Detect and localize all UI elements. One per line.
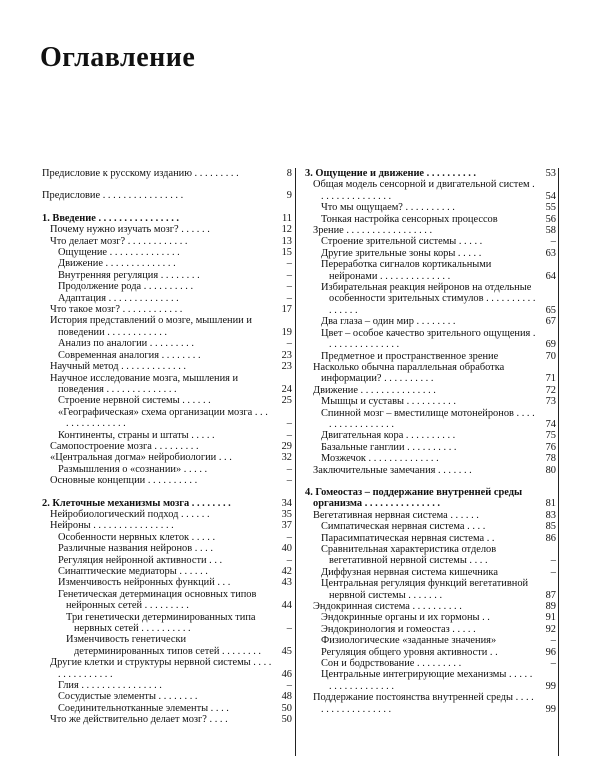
toc-entry-page: 96 xyxy=(545,646,556,658)
toc-entry-page: 48 xyxy=(281,691,292,703)
toc-entry-title: Насколько обычна параллельная обработка информации? . . . . . . . . . . xyxy=(313,361,505,385)
toc-entry-title: Что делает мозг? . . . . . . . . . . . . xyxy=(50,235,188,247)
toc-entry-page: 34 xyxy=(281,497,292,509)
toc-entry-page: 92 xyxy=(545,623,556,635)
toc-entry-title: «Географическая» схема организации мозга . . . . . . . . . . . . . . . xyxy=(58,406,268,430)
toc-entry-title: Адаптация . . . . . . . . . . . . . . xyxy=(58,292,179,304)
toc-entry xyxy=(42,589,292,612)
toc-entry xyxy=(305,521,556,532)
toc-entry-title: Что такое мозг? . . . . . . . . . . . . xyxy=(50,304,183,316)
toc-entry-title: Эндокринология и гомеостаз . . . . . xyxy=(321,623,476,635)
toc-entry-title: Другие зрительные зоны коры . . . . . xyxy=(321,247,482,259)
toc-entry-page: 80 xyxy=(545,464,556,476)
toc-entry xyxy=(42,168,292,179)
toc-entry-page: – xyxy=(286,554,292,566)
toc-entry xyxy=(305,179,556,202)
toc-entry-page: – xyxy=(550,555,556,567)
toc-entry xyxy=(305,282,556,316)
toc-entry xyxy=(305,533,556,544)
toc-entry xyxy=(42,430,292,441)
toc-entry-title: Сон и бодрствование . . . . . . . . . xyxy=(321,658,462,670)
toc-entry-page: 24 xyxy=(281,383,292,395)
toc-entry-title: Парасимпатическая нервная система . . xyxy=(321,532,495,544)
toc-entry xyxy=(305,362,556,385)
toc-entry xyxy=(42,407,292,430)
toc-gap xyxy=(42,179,292,190)
toc-entry xyxy=(305,351,556,362)
toc-entry-page: 13 xyxy=(281,235,292,247)
toc-entry-page: 50 xyxy=(281,702,292,714)
toc-entry-page: 91 xyxy=(545,612,556,624)
toc-entry xyxy=(42,304,292,315)
toc-entry-title: Базальные ганглии . . . . . . . . . . xyxy=(321,441,457,453)
toc-entry xyxy=(42,612,292,635)
toc-entry xyxy=(305,669,556,692)
toc-entry xyxy=(42,657,292,680)
toc-entry-page: 58 xyxy=(545,225,556,237)
toc-entry-title: Нейроны . . . . . . . . . . . . . . . . xyxy=(50,520,174,532)
toc-entry xyxy=(42,634,292,657)
toc-entry-page: 8 xyxy=(286,168,292,179)
toc-entry-page: 25 xyxy=(281,395,292,407)
toc-entry-title: Современная аналогия . . . . . . . . xyxy=(58,349,201,361)
toc-entry-title: Двигательная кора . . . . . . . . . . xyxy=(321,430,456,442)
toc-entry-title: История представлений о мозге, мышлении и поведении . . . . . . . . . . . . xyxy=(50,315,252,338)
toc-entry-page: 45 xyxy=(281,645,292,657)
toc-entry-title: Физиологические «заданные значения» xyxy=(321,635,497,647)
toc-entry-page: 78 xyxy=(545,453,556,465)
toc-entry-page: 99 xyxy=(545,703,556,715)
toc-entry-title: Нейробиологический подход . . . . . . xyxy=(50,508,210,520)
toc-entry-page: – xyxy=(286,531,292,543)
toc-entry-title: Диффузная нервная система кишечника xyxy=(321,566,498,578)
toc-entry xyxy=(305,259,556,282)
toc-entry xyxy=(305,442,556,453)
toc-entry-page: 54 xyxy=(545,190,556,202)
toc-entry-title: Общая модель сенсорной и двигательной систем . . . . . . . . . . . . . . . xyxy=(313,179,535,202)
toc-entry-title: Центральная регуляция функций вегетативной нервной системы . . . . . . . xyxy=(321,578,529,601)
toc-entry-title: Строение нервной системы . . . . . . xyxy=(58,395,211,407)
toc-entry-page: – xyxy=(286,418,292,430)
toc-entry xyxy=(305,316,556,327)
toc-entry xyxy=(305,430,556,441)
toc-entry-page: – xyxy=(550,635,556,647)
toc-entry xyxy=(42,680,292,691)
toc-entry xyxy=(305,396,556,407)
toc-entry xyxy=(305,658,556,669)
toc-entry-title: Избирательная реакция нейронов на отдельные особенности зрительных стимулов . . . . . . . . . . . . . . . . xyxy=(321,282,536,316)
toc-entry xyxy=(42,714,292,725)
toc-entry-page: 89 xyxy=(545,601,556,613)
toc-entry-title: Анализ по аналогии . . . . . . . . . xyxy=(58,338,194,350)
toc-chapter xyxy=(305,168,556,179)
toc-entry xyxy=(305,624,556,635)
toc-entry-page: – xyxy=(550,236,556,248)
toc-entry-page: 50 xyxy=(281,714,292,726)
toc-entry xyxy=(305,453,556,464)
toc-entry xyxy=(305,465,556,476)
toc-entry-title: Спинной мозг – вместилище мотонейронов . . . . . . . . . . . . . . . . . xyxy=(321,407,535,430)
toc-entry-page: 12 xyxy=(281,224,292,236)
toc-entry-page: 65 xyxy=(545,304,556,316)
toc-entry-page: – xyxy=(286,338,292,350)
toc-entry xyxy=(305,248,556,259)
toc-entry-page: – xyxy=(286,269,292,281)
toc-entry-page: 35 xyxy=(281,508,292,520)
toc-entry xyxy=(305,510,556,521)
toc-entry-title: Изменчивость генетически детерминированных типов сетей . . . . . . . . xyxy=(66,634,262,657)
toc-gap xyxy=(305,476,556,487)
toc-entry-page: 74 xyxy=(545,418,556,430)
column-divider-left xyxy=(295,168,296,756)
toc-entry xyxy=(42,395,292,406)
toc-entry-page: 23 xyxy=(281,361,292,373)
toc-entry-title: Зрение . . . . . . . . . . . . . . . . . xyxy=(313,225,433,237)
toc-entry-page: – xyxy=(286,680,292,692)
toc-entry-page: 23 xyxy=(281,349,292,361)
toc-column-right xyxy=(305,168,556,715)
toc-entry-title: Цвет – особое качество зрительного ощущения . . . . . . . . . . . . . . . xyxy=(321,327,536,351)
toc-entry-page: 9 xyxy=(286,190,292,202)
toc-entry xyxy=(305,544,556,567)
toc-entry xyxy=(305,578,556,601)
toc-entry-page: – xyxy=(286,292,292,304)
toc-entry-title: Поддержание постоянства внутренней среды . . . . . . . . . . . . . . . . . . xyxy=(313,692,534,715)
toc-entry-title: Изменчивость нейронных функций . . . xyxy=(58,577,231,589)
toc-entry-page: 53 xyxy=(545,168,556,179)
toc-entry-page: 81 xyxy=(545,498,556,510)
toc-entry-page: 87 xyxy=(545,589,556,601)
toc-entry-title: Эндокринные органы и их гормоны . . xyxy=(321,612,490,624)
toc-entry-page: – xyxy=(286,258,292,270)
toc-entry xyxy=(305,647,556,658)
toc-entry xyxy=(42,236,292,247)
toc-entry-title: Что мы ощущаем? . . . . . . . . . . xyxy=(321,202,455,214)
toc-chapter xyxy=(42,498,292,509)
toc-entry xyxy=(305,408,556,431)
toc-entry-title: Синаптические медиаторы . . . . . . xyxy=(58,566,208,577)
toc-entry xyxy=(42,520,292,531)
toc-entry xyxy=(305,385,556,396)
toc-entry-title: Строение зрительной системы . . . . . xyxy=(321,236,483,248)
toc-entry-title: 2. Клеточные механизмы мозга . . . . . . . . xyxy=(42,497,231,509)
toc-entry xyxy=(42,293,292,304)
toc-entry-title: Сосудистые элементы . . . . . . . . xyxy=(58,691,198,703)
toc-entry xyxy=(42,338,292,349)
toc-entry-page: 76 xyxy=(545,441,556,453)
toc-entry-title: Другие клетки и структуры нервной системы . . . . . . . . . . . . . . . xyxy=(50,657,272,680)
toc-entry-title: «Центральная догма» нейробиологии . . . xyxy=(50,452,232,464)
toc-entry-title: Особенности нервных клеток . . . . . xyxy=(58,531,216,543)
toc-entry-title: Предметное и пространственное зрение xyxy=(321,350,499,362)
toc-entry xyxy=(42,452,292,463)
toc-entry-page: 15 xyxy=(281,247,292,259)
toc-entry xyxy=(42,350,292,361)
toc-entry-page: 46 xyxy=(281,668,292,680)
toc-entry-title: Два глаза – один мир . . . . . . . . xyxy=(321,316,456,328)
toc-entry xyxy=(305,236,556,247)
toc-entry-title: Заключительные замечания . . . . . . . xyxy=(313,464,472,476)
toc-entry xyxy=(42,509,292,520)
toc-entry-page: 86 xyxy=(545,532,556,544)
toc-entry-page: 42 xyxy=(281,566,292,577)
toc-entry-title: Внутренняя регуляция . . . . . . . . xyxy=(58,269,200,281)
toc-entry-title: Три генетически детерминированных типа нервных сетей . . . . . . . . . . xyxy=(66,611,256,635)
toc-entry-title: Предисловие . . . . . . . . . . . . . . . . xyxy=(42,190,184,202)
toc-entry-title: Основные концепции . . . . . . . . . . xyxy=(50,475,198,487)
toc-entry-page: 99 xyxy=(545,680,556,692)
toc-gap xyxy=(42,487,292,498)
toc-entry-page: 70 xyxy=(545,350,556,362)
toc-entry-page: – xyxy=(286,429,292,441)
toc-entry xyxy=(305,225,556,236)
toc-entry xyxy=(42,555,292,566)
toc-entry xyxy=(42,281,292,292)
toc-entry xyxy=(42,270,292,281)
toc-entry-page: 63 xyxy=(545,247,556,259)
toc-entry-page: – xyxy=(286,475,292,487)
toc-entry-title: Что же действительно делает мозг? . . . . xyxy=(50,714,228,726)
toc-entry-title: 3. Ощущение и движение . . . . . . . . . . xyxy=(305,168,476,179)
toc-entry xyxy=(42,703,292,714)
toc-entry xyxy=(42,190,292,201)
toc-entry-title: Различные названия нейронов . . . . xyxy=(58,543,213,555)
toc-entry-title: Соединительнотканные элементы . . . . xyxy=(58,702,229,714)
toc-entry-page: 64 xyxy=(545,270,556,282)
toc-entry xyxy=(42,361,292,372)
toc-entry-page: 67 xyxy=(545,316,556,328)
toc-entry-title: Движение . . . . . . . . . . . . . . xyxy=(58,258,176,270)
toc-entry-page: 32 xyxy=(281,452,292,464)
toc-entry-title: Глия . . . . . . . . . . . . . . . . xyxy=(58,680,162,692)
toc-entry xyxy=(305,214,556,225)
toc-entry xyxy=(305,612,556,623)
toc-entry-page: 85 xyxy=(545,521,556,533)
toc-chapter xyxy=(42,213,292,224)
toc-entry-page: – xyxy=(550,658,556,670)
toc-entry xyxy=(42,464,292,475)
toc-entry xyxy=(42,566,292,577)
toc-entry xyxy=(42,577,292,588)
toc-entry-page: 29 xyxy=(281,440,292,452)
toc-entry-title: Мозжечок . . . . . . . . . . . . . . xyxy=(321,453,439,465)
toc-entry-page: 37 xyxy=(281,520,292,532)
toc-entry-page: 73 xyxy=(545,396,556,408)
page-title: Оглавление xyxy=(40,42,196,73)
toc-entry xyxy=(42,543,292,554)
toc-entry xyxy=(42,441,292,452)
toc-entry-page: – xyxy=(286,623,292,635)
toc-entry-title: Генетическая детерминация основных типов нейронных сетей . . . . . . . . . xyxy=(58,588,257,612)
toc-entry-title: Научное исследование мозга, мышления и поведения . . . . . . . . . . . . . . xyxy=(50,372,239,395)
toc-entry-title: Почему нужно изучать мозг? . . . . . . xyxy=(50,224,210,236)
toc-entry-page: – xyxy=(550,566,556,578)
toc-entry xyxy=(305,567,556,578)
toc-entry xyxy=(305,692,556,715)
toc-entry-page: 17 xyxy=(281,304,292,316)
toc-entry-title: Движение . . . . . . . . . . . . . . . xyxy=(313,384,436,396)
toc-entry xyxy=(305,635,556,646)
toc-entry-title: Эндокринная система . . . . . . . . . . xyxy=(313,601,462,613)
toc-entry-title: Центральные интегрирующие механизмы . . . . . . . . . . . . . . . . . . xyxy=(321,669,533,692)
toc-entry-page: 11 xyxy=(281,212,292,224)
toc-entry-title: Мышцы и суставы . . . . . . . . . . xyxy=(321,396,456,408)
column-divider-right xyxy=(558,168,559,756)
toc-entry-title: Регуляция нейронной активности . . . xyxy=(58,554,223,566)
toc-entry-title: Вегетативная нервная система . . . . . . xyxy=(313,509,479,521)
toc-entry-title: Сравнительная характеристика отделов вегетативной нервной системы . . . . xyxy=(321,544,497,567)
toc-gap xyxy=(42,202,292,213)
toc-entry xyxy=(42,532,292,543)
toc-entry-page: 72 xyxy=(545,384,556,396)
toc-entry xyxy=(305,328,556,351)
toc-entry-title: Размышления о «сознании» . . . . . xyxy=(58,463,208,475)
toc-chapter xyxy=(305,487,556,510)
toc-entry-title: Регуляция общего уровня активности . . xyxy=(321,646,498,658)
toc-entry-page: 83 xyxy=(545,509,556,521)
toc-entry-page: 55 xyxy=(545,202,556,214)
toc-entry-title: 4. Гомеостаз – поддержание внутренней среды организма . . . . . . . . . . . . . . . xyxy=(305,486,523,510)
toc-entry-page: 56 xyxy=(545,213,556,225)
toc-entry xyxy=(42,247,292,258)
toc-column-left xyxy=(42,168,292,726)
toc-entry xyxy=(42,315,292,338)
toc-entry xyxy=(42,691,292,702)
toc-entry-title: 1. Введение . . . . . . . . . . . . . . . . xyxy=(42,212,179,224)
toc-entry-title: Симпатическая нервная система . . . . xyxy=(321,521,486,533)
toc-entry-page: 19 xyxy=(281,326,292,338)
toc-entry-page: 44 xyxy=(281,600,292,612)
toc-entry xyxy=(42,475,292,486)
toc-entry-title: Предисловие к русскому изданию . . . . . . . . . xyxy=(42,168,239,179)
toc-entry-title: Продолжение рода . . . . . . . . . . xyxy=(58,281,194,293)
toc-entry xyxy=(42,224,292,235)
toc-entry-page: 69 xyxy=(545,339,556,351)
toc-entry-title: Ощущение . . . . . . . . . . . . . . xyxy=(58,247,180,259)
toc-entry-title: Тонкая настройка сенсорных процессов xyxy=(321,213,498,225)
toc-entry-page: – xyxy=(286,463,292,475)
toc-entry xyxy=(42,373,292,396)
toc-entry-page: 40 xyxy=(281,543,292,555)
toc-entry xyxy=(305,601,556,612)
toc-entry xyxy=(42,258,292,269)
toc-entry xyxy=(305,202,556,213)
toc-entry-page: 75 xyxy=(545,430,556,442)
toc-entry-page: 71 xyxy=(545,373,556,385)
toc-entry-page: 43 xyxy=(281,577,292,589)
toc-entry-title: Научный метод . . . . . . . . . . . . . xyxy=(50,361,187,373)
toc-entry-title: Самопостроение мозга . . . . . . . . . xyxy=(50,440,199,452)
toc-entry-page: – xyxy=(286,281,292,293)
toc-entry-title: Континенты, страны и штаты . . . . . xyxy=(58,429,215,441)
toc-entry-title: Переработка сигналов кортикальными нейронами . . . . . . . . . . . . . . xyxy=(321,259,492,282)
